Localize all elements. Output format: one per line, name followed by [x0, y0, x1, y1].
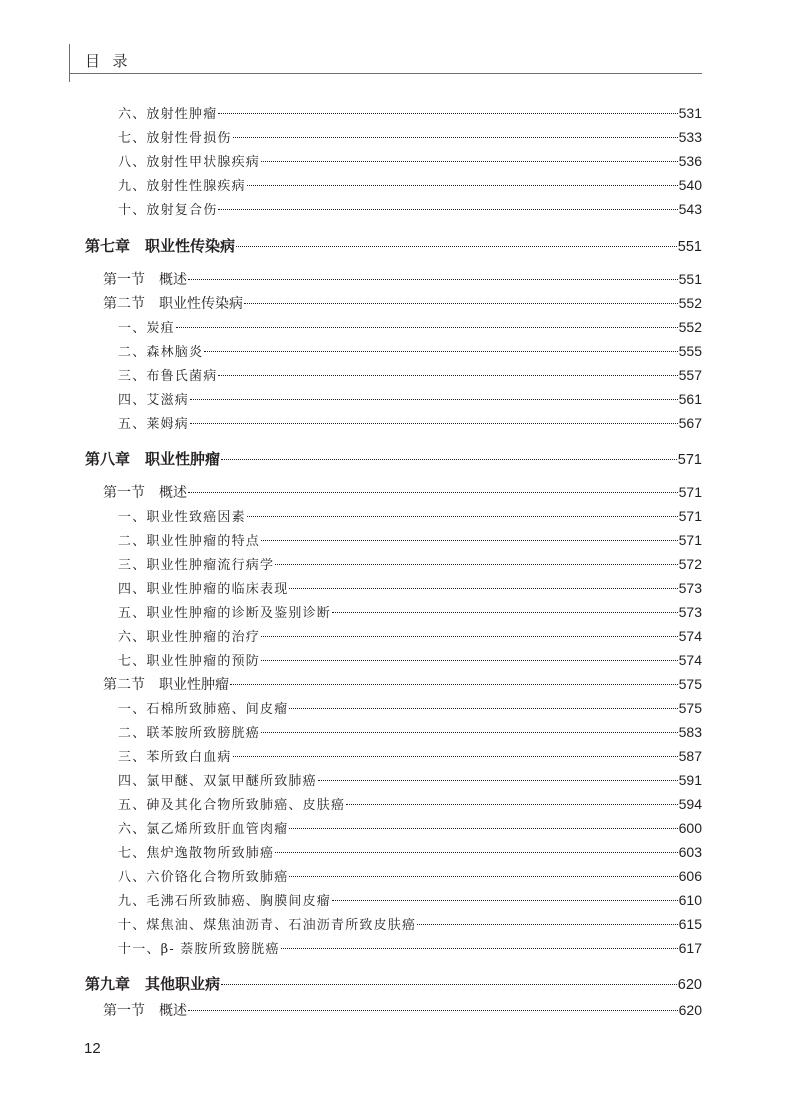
- dot-leader: [233, 756, 678, 757]
- toc-entry-title: 第一节 概述: [103, 485, 187, 501]
- header-horizontal-rule: [69, 73, 702, 74]
- dot-leader: [289, 708, 677, 709]
- toc-item[interactable]: [118, 175, 702, 195]
- toc-entry-title: 第九章 其他职业病: [85, 975, 221, 993]
- toc-entry-title: 七、职业性肿瘤的预防: [118, 654, 261, 669]
- dot-leader: [318, 780, 678, 781]
- toc-page-number: 536: [678, 153, 702, 169]
- toc-item[interactable]: [118, 626, 702, 646]
- toc-entry-title: 第一节 概述: [103, 272, 187, 288]
- toc-entry-title: 五、莱姆病: [118, 417, 190, 432]
- toc-page-number: 573: [678, 604, 702, 620]
- toc-chapter[interactable]: [85, 974, 702, 994]
- toc-item[interactable]: [118, 103, 702, 123]
- dot-leader: [247, 185, 678, 186]
- toc-entry-title: 六、氯乙烯所致肝血管肉瘤: [118, 822, 289, 837]
- dot-leader: [188, 492, 678, 493]
- toc-page-number: 603: [678, 844, 702, 860]
- page-number: 12: [84, 1040, 101, 1057]
- toc-item[interactable]: [118, 530, 702, 550]
- dot-leader: [261, 161, 678, 162]
- toc-chapter[interactable]: [85, 449, 702, 469]
- toc-page-number: 572: [678, 556, 702, 572]
- toc-entry-title: 六、职业性肿瘤的治疗: [118, 630, 261, 645]
- toc-item[interactable]: [118, 842, 702, 862]
- toc-page-number: 557: [678, 367, 702, 383]
- toc-entry-title: 三、苯所致白血病: [118, 750, 232, 765]
- toc-page-number: 615: [678, 916, 702, 932]
- toc-item[interactable]: [118, 914, 702, 934]
- toc-page-number: 587: [678, 748, 702, 764]
- toc-entry-title: 二、联苯胺所致膀胱癌: [118, 726, 261, 741]
- toc-page-number: 551: [677, 239, 702, 255]
- toc-page-number: 552: [678, 319, 702, 335]
- dot-leader: [261, 732, 678, 733]
- toc-entry-title: 二、职业性肿瘤的特点: [118, 534, 261, 549]
- toc-entry-title: 第二节 职业性传染病: [103, 296, 243, 312]
- toc-item[interactable]: [118, 413, 702, 433]
- toc-item[interactable]: [118, 554, 702, 574]
- toc-item[interactable]: [118, 389, 702, 409]
- toc-page-number: 610: [678, 892, 702, 908]
- dot-leader: [190, 423, 678, 424]
- toc-page-number: 540: [678, 177, 702, 193]
- dot-leader: [346, 804, 677, 805]
- toc-item[interactable]: [118, 365, 702, 385]
- dot-leader: [233, 137, 678, 138]
- toc-entry-title: 五、砷及其化合物所致肺癌、皮肤癌: [118, 798, 346, 813]
- dot-leader: [188, 1010, 678, 1011]
- toc-section[interactable]: [103, 482, 702, 502]
- toc-entry-title: 六、放射性肿瘤: [118, 107, 218, 122]
- dot-leader: [261, 540, 678, 541]
- dot-leader: [218, 113, 677, 114]
- toc-page-number: 533: [678, 129, 702, 145]
- toc-item[interactable]: [118, 602, 702, 622]
- toc-page-number: 620: [677, 977, 702, 993]
- toc-entry-title: 一、职业性致癌因素: [118, 510, 246, 525]
- toc-section[interactable]: [103, 293, 702, 313]
- dot-leader: [261, 660, 678, 661]
- toc-page-number: 583: [678, 724, 702, 740]
- toc-entry-title: 七、焦炉逸散物所致肺癌: [118, 846, 275, 861]
- dot-leader: [244, 303, 678, 304]
- toc-page-number: 561: [678, 391, 702, 407]
- toc-item[interactable]: [118, 794, 702, 814]
- toc-entry-title: 四、职业性肿瘤的临床表现: [118, 582, 289, 597]
- toc-page-number: 567: [678, 415, 702, 431]
- dot-leader: [204, 351, 677, 352]
- toc-page-number: 575: [678, 700, 702, 716]
- dot-leader: [218, 209, 677, 210]
- toc-entry-title: 一、石棉所致肺癌、间皮瘤: [118, 702, 289, 717]
- toc-item[interactable]: [118, 698, 702, 718]
- toc-entry-title: 十、放射复合伤: [118, 203, 218, 218]
- toc-page-number: 606: [678, 868, 702, 884]
- toc-page-number: 574: [678, 628, 702, 644]
- toc-section[interactable]: [103, 674, 702, 694]
- toc-page-number: 543: [678, 201, 702, 217]
- toc-item[interactable]: [118, 650, 702, 670]
- toc-entry-title: 第一节 概述: [103, 1003, 187, 1019]
- toc-item[interactable]: [118, 746, 702, 766]
- toc-page-number: 600: [678, 820, 702, 836]
- dot-leader: [236, 246, 677, 247]
- dot-leader: [417, 924, 677, 925]
- toc-page-number: 591: [678, 772, 702, 788]
- toc-page-number: 574: [678, 652, 702, 668]
- toc-entry-title: 二、森林脑炎: [118, 345, 204, 360]
- dot-leader: [275, 564, 677, 565]
- toc-entry-title: 四、氯甲醚、双氯甲醚所致肺癌: [118, 774, 317, 789]
- toc-item[interactable]: [118, 199, 702, 219]
- toc-item[interactable]: [118, 151, 702, 171]
- dot-leader: [289, 828, 677, 829]
- toc-item[interactable]: [118, 866, 702, 886]
- toc-item[interactable]: [118, 341, 702, 361]
- toc-page-number: 571: [678, 484, 702, 500]
- toc-item[interactable]: [118, 506, 702, 526]
- toc-item[interactable]: [118, 578, 702, 598]
- dot-leader: [289, 588, 677, 589]
- dot-leader: [221, 984, 677, 985]
- toc-entry-title: 第八章 职业性肿瘤: [85, 450, 221, 468]
- toc-entry-title: 十、煤焦油、煤焦油沥青、石油沥青所致皮肤癌: [118, 918, 417, 933]
- dot-leader: [221, 459, 677, 460]
- toc-chapter[interactable]: [85, 236, 702, 256]
- toc-page-number: 555: [678, 343, 702, 359]
- toc-entry-title: 第二节 职业性肿瘤: [103, 677, 229, 693]
- dot-leader: [230, 684, 678, 685]
- toc-page-number: 617: [678, 940, 702, 956]
- toc-page-number: 552: [678, 295, 702, 311]
- toc-entry-title: 七、放射性骨损伤: [118, 131, 232, 146]
- toc-entry-title: 八、六价铬化合物所致肺癌: [118, 870, 289, 885]
- toc-page-number: 575: [678, 676, 702, 692]
- toc-page-number: 573: [678, 580, 702, 596]
- dot-leader: [332, 900, 678, 901]
- toc-section[interactable]: [103, 269, 702, 289]
- dot-leader: [261, 636, 678, 637]
- toc-item[interactable]: [118, 818, 702, 838]
- dot-leader: [247, 516, 678, 517]
- toc-page-number: 551: [678, 271, 702, 287]
- dot-leader: [332, 612, 678, 613]
- dot-leader: [289, 876, 677, 877]
- toc-page-number: 571: [678, 532, 702, 548]
- toc-entry-title: 九、毛沸石所致肺癌、胸膜间皮瘤: [118, 894, 332, 909]
- toc-entry-title: 三、职业性肿瘤流行病学: [118, 558, 275, 573]
- toc-entry-title: 八、放射性甲状腺疾病: [118, 155, 261, 170]
- toc-page-number: 571: [677, 452, 702, 468]
- toc-item[interactable]: [118, 770, 702, 790]
- dot-leader: [218, 375, 677, 376]
- toc-entry-title: 三、布鲁氏菌病: [118, 369, 218, 384]
- toc-page-number: 594: [678, 796, 702, 812]
- toc-entry-title: 九、放射性性腺疾病: [118, 179, 246, 194]
- dot-leader: [188, 279, 678, 280]
- dot-leader: [281, 948, 678, 949]
- page-header-title: 目 录: [85, 52, 129, 70]
- toc-page-number: 620: [678, 1002, 702, 1018]
- toc-section[interactable]: [103, 1000, 702, 1020]
- dot-leader: [176, 327, 678, 328]
- toc-item[interactable]: [118, 890, 702, 910]
- dot-leader: [275, 852, 677, 853]
- toc-page-number: 531: [678, 105, 702, 121]
- toc-item[interactable]: [118, 722, 702, 742]
- toc-entry-title: 第七章 职业性传染病: [85, 237, 236, 255]
- dot-leader: [190, 399, 678, 400]
- header-vertical-rule: [69, 44, 70, 82]
- toc-page-number: 571: [678, 508, 702, 524]
- toc-entry-title: 一、炭疽: [118, 321, 175, 336]
- toc-item[interactable]: [118, 317, 702, 337]
- toc-entry-title: 四、艾滋病: [118, 393, 190, 408]
- toc-entry-title: 十一、β- 萘胺所致膀胱癌: [118, 942, 280, 957]
- toc-item[interactable]: [118, 127, 702, 147]
- toc-item[interactable]: [118, 938, 702, 958]
- toc-entry-title: 五、职业性肿瘤的诊断及鉴别诊断: [118, 606, 332, 621]
